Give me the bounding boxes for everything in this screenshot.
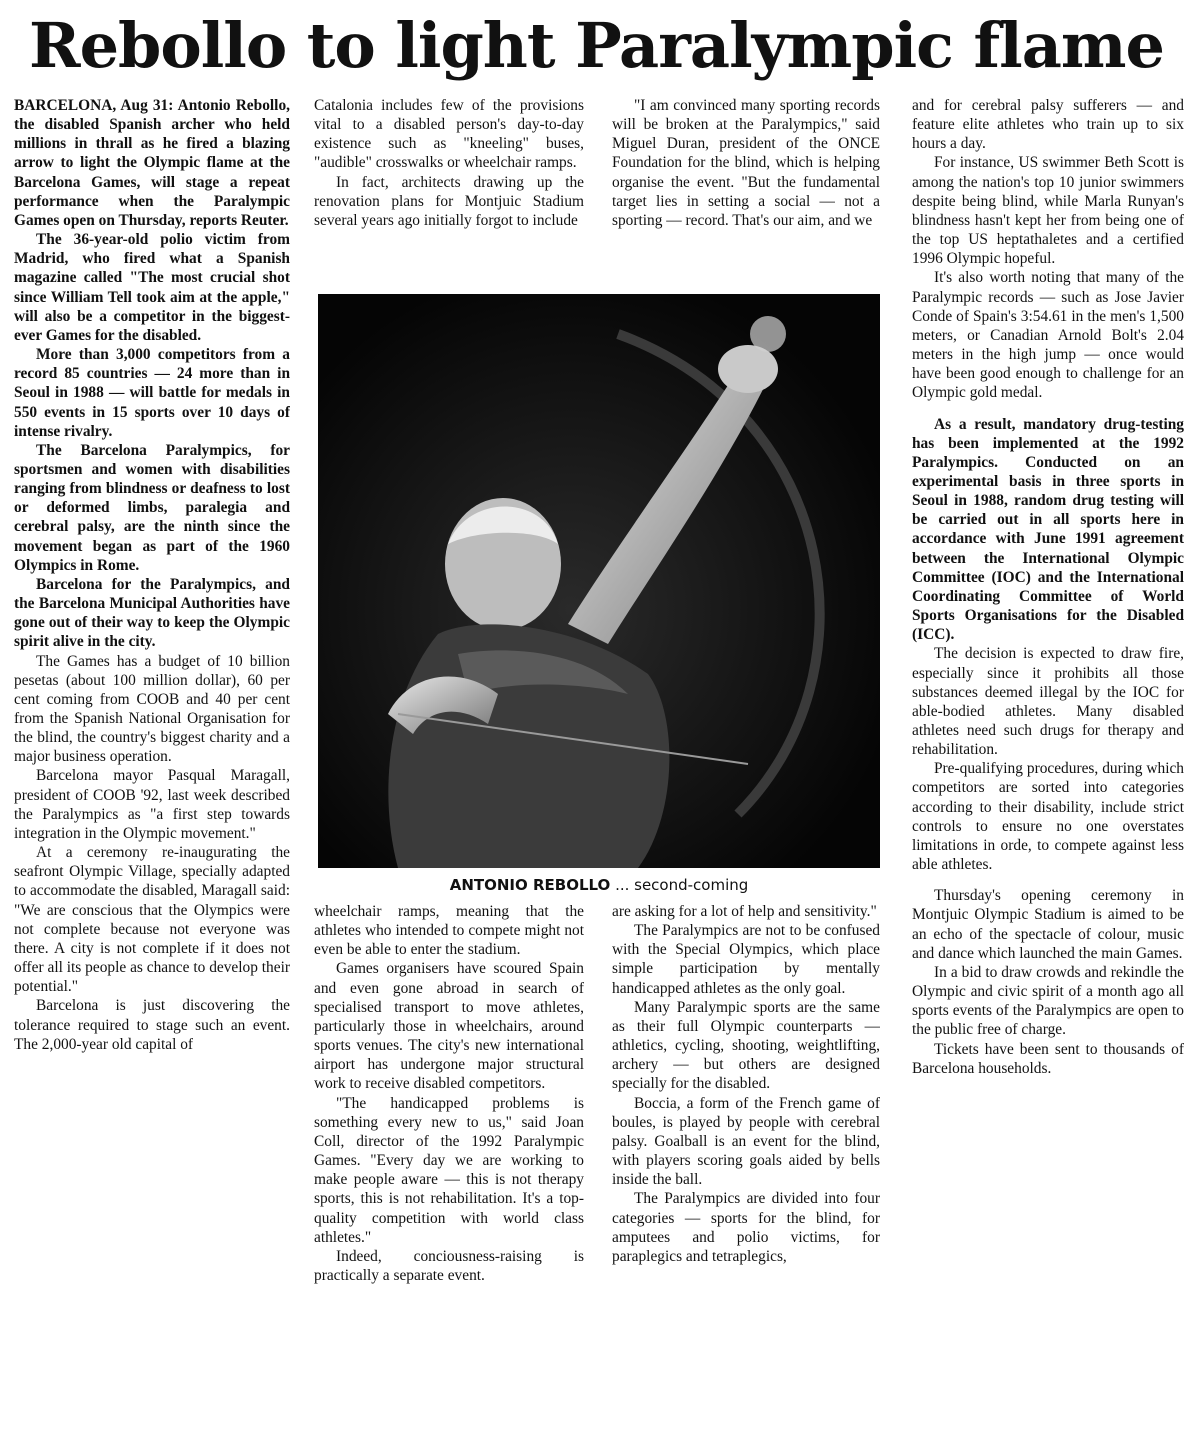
caption-name: ANTONIO REBOLLO xyxy=(449,876,611,894)
paragraph: Thursday's opening ceremony in Montjuic Olympic Stadium is aimed to be an echo of the spectacle of colour, music and dance which launched the main Games. xyxy=(912,887,1184,962)
paragraph: Barcelona is just discovering the tolerance required to stage such an event. The 2,000-year old capital of xyxy=(14,997,290,1053)
paragraph: Pre-qualifying procedures, during which competitors are sorted into categories according to their disability, include strict controls to ensure no one overstates limitations in orde, to compete against less able athletes. xyxy=(912,760,1184,874)
paragraph: In fact, architects drawing up the renovation plans for Montjuic Stadium several years ago initially forgot to include xyxy=(314,173,584,229)
paragraph: Boccia, a form of the French game of boules, is played by people with cerebral palsy. Goalball is an event for the blind, with players scoring goals aided by bells inside the ball. xyxy=(612,1094,880,1189)
paragraph: "The handicapped problems is something every new to us," said Joan Coll, director of the 1992 Paralympic Games. "Every day we are working to make people aware — this is not therapy sports, this is not rehabilitation. It's a top-quality competition with world class athletes." xyxy=(314,1094,584,1246)
paragraph: It's also worth noting that many of the Paralympic records — such as Jose Javier Conde of Spain's 3:54.61 in the men's 1,500 meters, or Canadian Arnold Bolt's 2.04 meters in the high jump — once would have been good enough to challenge for an Olympic gold medal. xyxy=(912,269,1184,402)
news-photo xyxy=(318,294,880,868)
paragraph: wheelchair ramps, meaning that the athletes who intended to compete might not even be able to enter the stadium. xyxy=(314,903,584,959)
paragraph: As a result, mandatory drug-testing has been implemented at the 1992 Paralympics. Conducted on an experimental basis in three sports in Seoul in 1988, random drug testing will be carried out in all sports here in accordance with June 1991 agreement between the International Olympic Committee (IOC) and the International Coordinating Committee of World Sports Organisations for the Disabled (ICC). xyxy=(912,415,1184,644)
paragraph: More than 3,000 competitors from a record 85 countries — 24 more than in Seoul in 1988 — will battle for medals in 550 events in 15 sports over 10 days of intense rivalry. xyxy=(14,346,290,440)
paragraph: Many Paralympic sports are the same as their full Olympic counterparts — athletics, cycling, shooting, weightlifting, archery — but others are designed specially for the disabled. xyxy=(612,998,880,1093)
paragraph: are asking for a lot of help and sensitivity." xyxy=(612,903,877,920)
paragraph: Indeed, conciousness-raising is practically a separate event. xyxy=(314,1247,584,1284)
paragraph: The Barcelona Paralympics, for sportsmen and women with disabilities ranging from blindness or deafness to lost or deformed limbs, paralegia and cerebral palsy, are the ninth since the movement began as part of the 1960 Olympics in Rome. xyxy=(14,441,290,574)
paragraph: The Paralympics are divided into four categories — sports for the blind, for amputees and polio victims, for paraplegics and tetraplegics, xyxy=(612,1190,880,1265)
article-column-4 xyxy=(912,96,1184,1421)
paragraph: Tickets have been sent to thousands of Barcelona households. xyxy=(912,1040,1184,1077)
article-column-1 xyxy=(14,96,290,1421)
headline: Rebollo to light Paralympic flame xyxy=(29,9,1164,82)
paragraph: and for cerebral palsy sufferers — and feature elite athletes who train up to six hours a day. xyxy=(912,97,1184,153)
paragraph-dateline: BARCELONA, Aug 31: Antonio Rebollo, the disabled Spanish archer who held millions in thrall as he fired a blazing arrow to light the Olympic flame at the Barcelona Games, will stage a repeat performance when the Paralympic Games open on Thursday, reports Reuter. xyxy=(14,97,290,229)
photo-caption xyxy=(318,874,880,896)
paragraph: The decision is expected to draw fire, especially since it prohibits all those substances deemed illegal by the IOC for able-bodied athletes. Many disabled athletes need such drugs for therapy and rehabilitation. xyxy=(912,645,1184,759)
paragraph: Barcelona mayor Pasqual Maragall, president of COOB '92, last week described the Paralympics as "a first step towards integration in the Olympic movement." xyxy=(14,767,290,842)
archer-photo-illustration xyxy=(318,294,880,868)
paragraph: The 36-year-old polio victim from Madrid, who fired what a Spanish magazine called "The most crucial shot since William Tell took aim at the apple," will also be a competitor in the biggest-ever Games for the disabled. xyxy=(14,231,290,344)
paragraph: At a ceremony re-inaugurating the seafront Olympic Village, specially adapted to accommodate the disabled, Maragall said: "We are conscious that the Olympics were not complete because not everyone was there. A city is not complete if it does not offer all its people as chance to develop their potential." xyxy=(14,844,290,996)
paragraph: "I am convinced many sporting records will be broken at the Paralympics," said Miguel Duran, president of the ONCE Foundation for the blind, which is helping organise the event. "But the fundamental target lies in setting a social — not a sporting — record. That's our aim, and we xyxy=(612,97,880,229)
caption-text: ... second-coming xyxy=(610,876,749,894)
paragraph: For instance, US swimmer Beth Scott is among the nation's top 10 junior swimmers despite being blind, while Marla Runyan's blindness hasn't kept her from being one of the top US heptathaletes and a certified 1996 Olympic hopeful. xyxy=(912,154,1184,268)
paragraph: The Paralympics are not to be confused with the Special Olympics, which place simple participation by mentally handicapped athletes as the only goal. xyxy=(612,922,880,997)
article-column-3-bottom xyxy=(612,902,880,1422)
paragraph: The Games has a budget of 10 billion pesetas (about 100 million dollar), 60 per cent coming from COOB and 40 per cent from the Spanish National Organisation for the blind, the country's biggest charity and a major business operation. xyxy=(14,652,290,766)
paragraph: In a bid to draw crowds and rekindle the Olympic and civic spirit of a month ago all sports events of the Paralympics are open to the public free of charge. xyxy=(912,963,1184,1039)
article-column-2-bottom xyxy=(314,902,584,1422)
article-column-2-top xyxy=(314,96,584,288)
paragraph: Catalonia includes few of the provisions vital to a disabled person's day-to-day existence such as "kneeling" buses, "audible" crosswalks or wheelchair ramps. xyxy=(314,97,584,172)
article-column-3-top xyxy=(612,96,880,288)
paragraph: Barcelona for the Paralympics, and the Barcelona Municipal Authorities have gone out of their way to keep the Olympic spirit alive in the city. xyxy=(14,575,290,651)
paragraph: Games organisers have scoured Spain and even gone abroad in search of specialised transport to move athletes, particularly those in wheelchairs, around sports venues. The city's new international airport has undergone major structural work to receive disabled competitors. xyxy=(314,960,584,1093)
